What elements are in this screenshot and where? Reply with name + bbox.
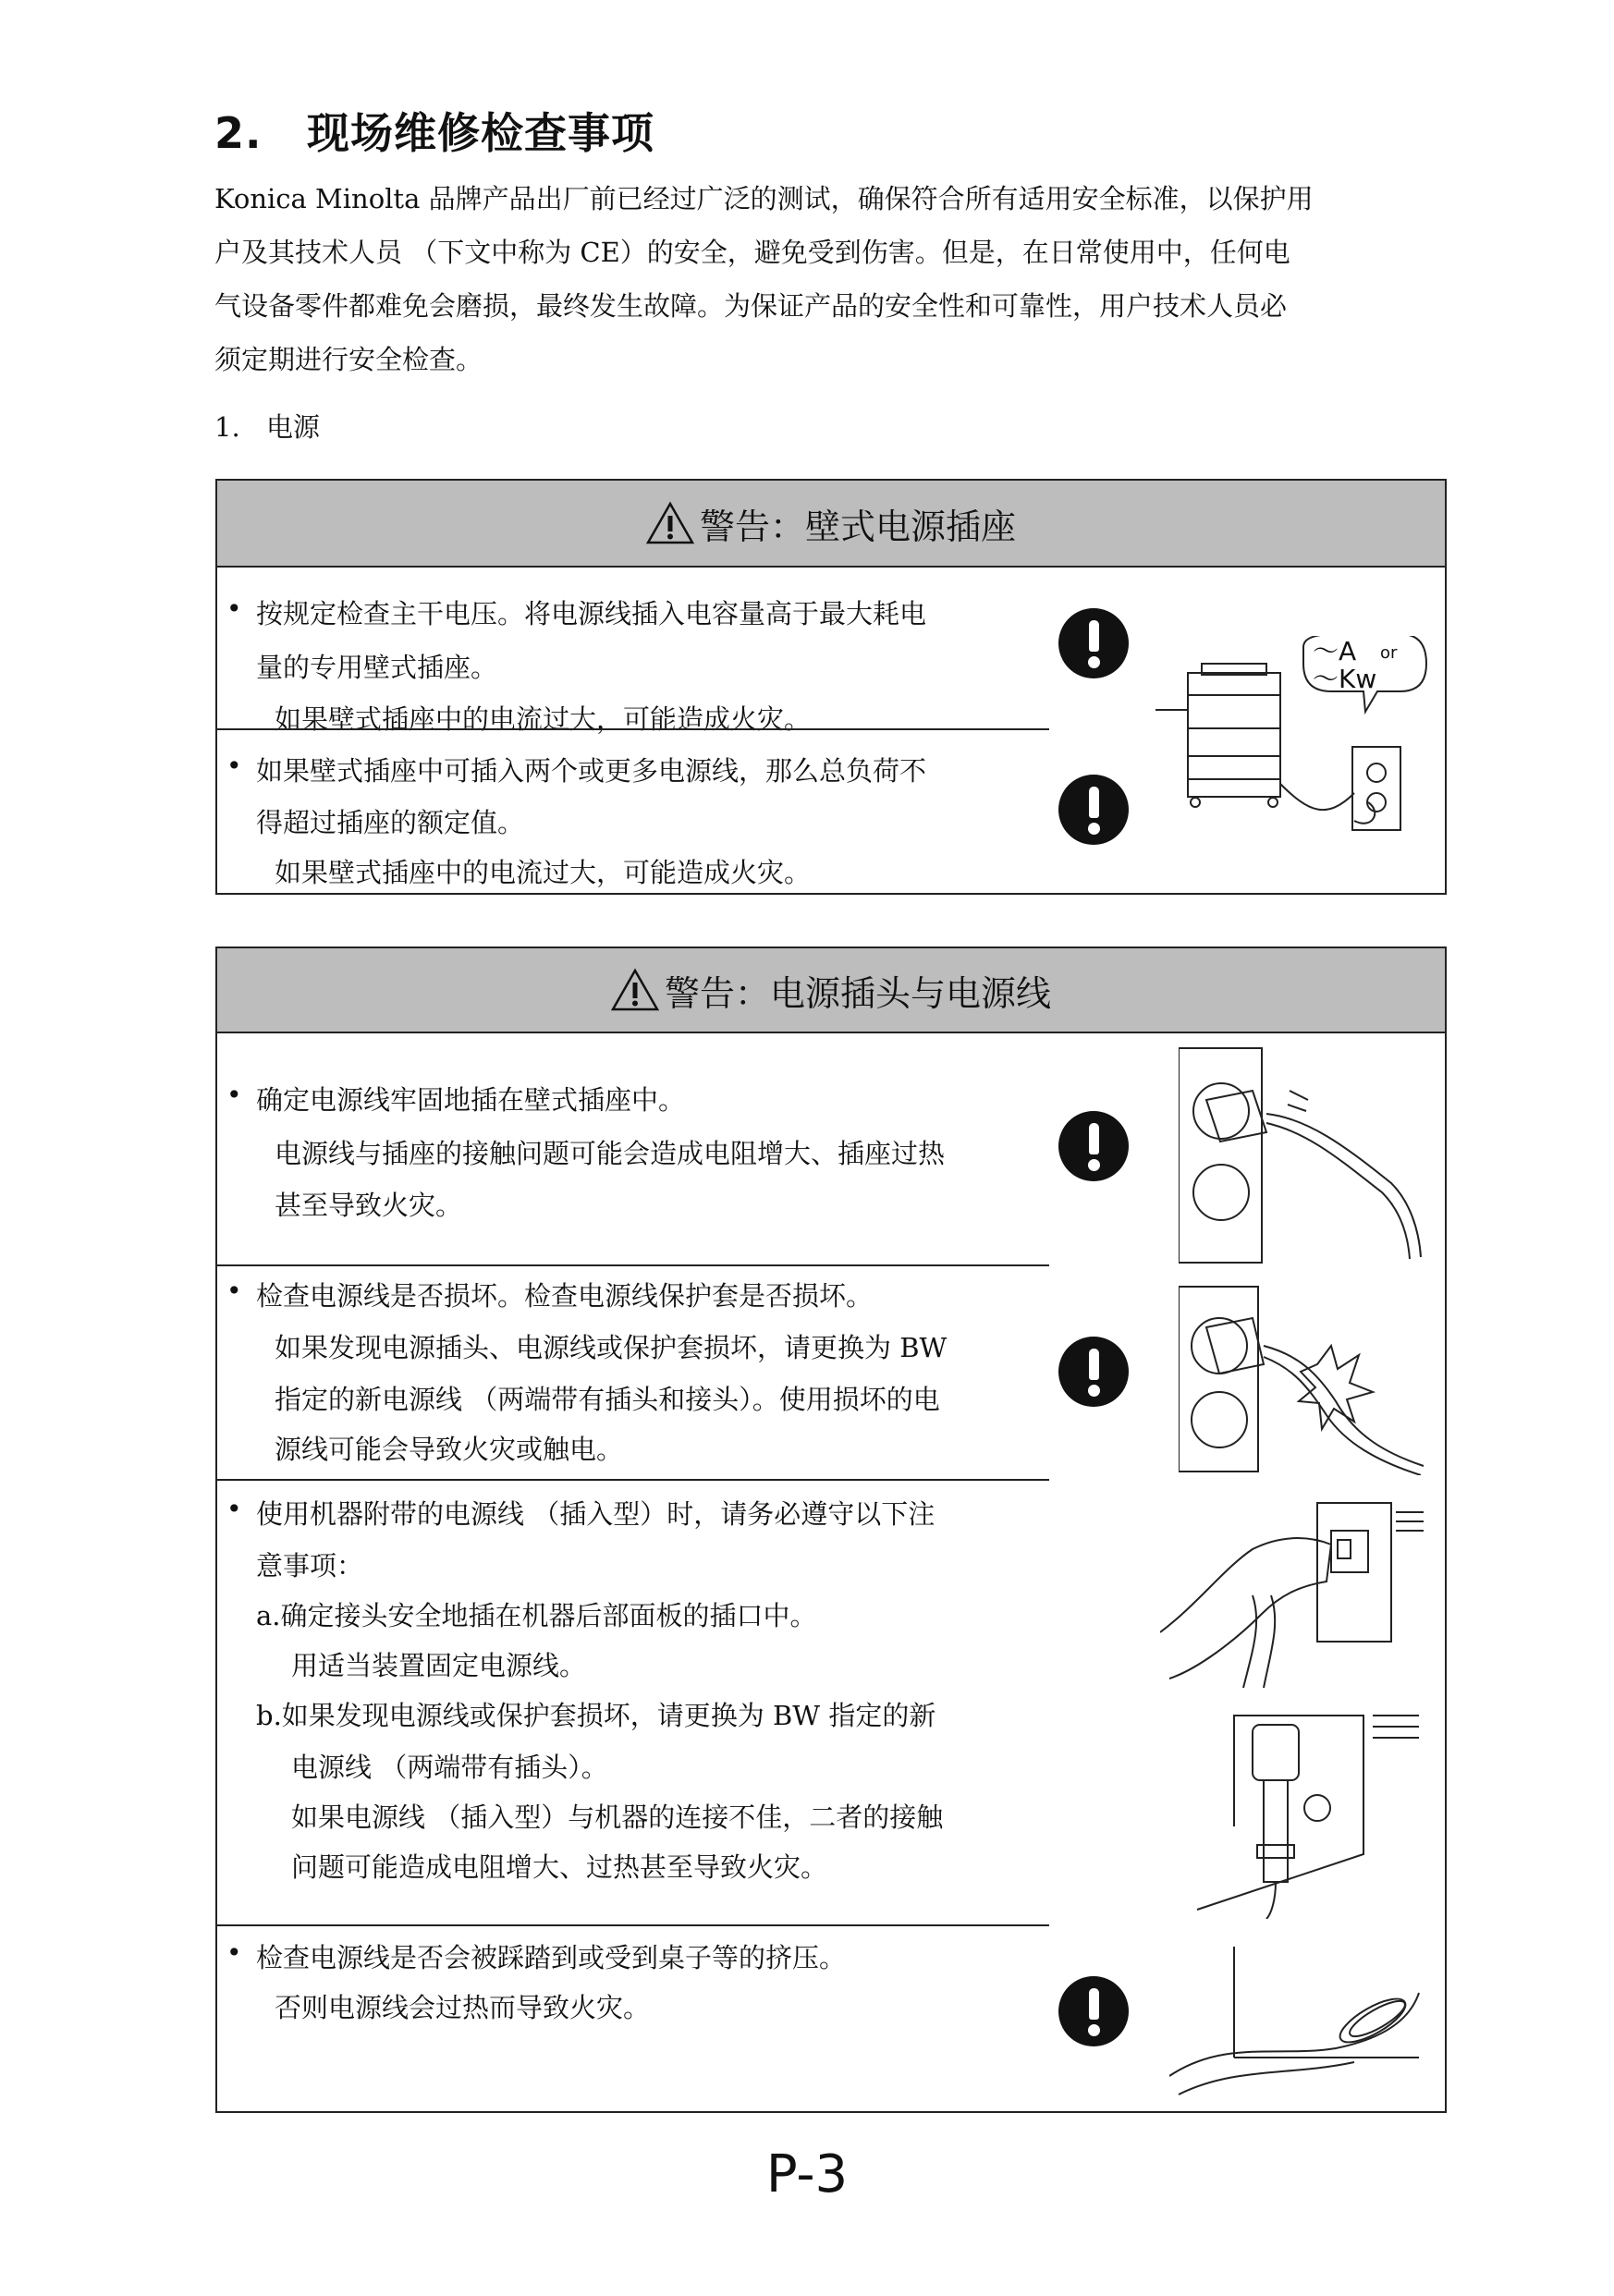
warning-item (217, 1266, 1047, 1488)
page-number: P-3 (765, 2144, 849, 2204)
item-line: 检查电源线是否损坏。检查电源线保护套是否损坏。 (256, 1280, 874, 1312)
item-line: 检查电源线是否会被踩踏到或受到桌子等的挤压。 (256, 1942, 847, 1973)
warning-panel-plug-cord (215, 946, 1447, 2113)
warning-item (217, 730, 1047, 891)
intro-line: 须定期进行安全检查。 (214, 344, 483, 375)
sub-heading-title: 电源 (266, 411, 321, 443)
intro-line: 气设备零件都难免会磨损，最终发生故障。为保证产品的安全性和可靠性，用户技术人员必 (214, 290, 1288, 322)
panel-header (217, 948, 1445, 1033)
bubble-text: ～A (1313, 636, 1357, 666)
damaged-cord-illustration-icon (1179, 1281, 1428, 1475)
item-line: 指定的新电源线 （两端带有插头和接头）。使用损坏的电 (275, 1384, 940, 1415)
item-line: b.如果发现电源线或保护套损坏，请更换为 BW 指定的新 (256, 1700, 936, 1731)
mandatory-action-icon (1058, 1111, 1129, 1181)
panel-header (217, 481, 1445, 568)
sub-heading (214, 407, 320, 445)
item-line: 电源线 （两端带有插头）。 (291, 1752, 608, 1783)
item-line: 如果发现电源插头、电源线或保护套损坏，请更换为 BW (275, 1332, 948, 1363)
item-line: 用适当装置固定电源线。 (291, 1650, 587, 1681)
cord-clamp-illustration-icon (1179, 1697, 1428, 1919)
item-line: 如果电源线 （插入型）与机器的连接不佳，二者的接触 (291, 1801, 944, 1833)
intro-paragraph (214, 172, 1444, 386)
mandatory-action-icon (1058, 1976, 1129, 2046)
bullet: • (226, 593, 242, 624)
item-line: 意事项： (256, 1550, 364, 1582)
intro-line: 户及其技术人员 （下文中称为 CE）的安全，避免受到伤害。但是，在日常使用中，任何电 (214, 237, 1290, 268)
section-number: 2. (214, 108, 263, 158)
item-line: 如果壁式插座中的电流过大，可能造成火灾。 (275, 857, 812, 888)
intro-line: Konica Minolta 品牌产品出厂前已经过广泛的测试，确保符合所有适用安全标准，以保护用 (214, 183, 1314, 214)
panel-title: 警告：电源插头与电源线 (664, 972, 1051, 1014)
item-line: 甚至导致火灾。 (275, 1190, 463, 1221)
item-line: 按规定检查主干电压。将电源线插入电容量高于最大耗电 (256, 598, 927, 629)
bubble-text: or (1380, 643, 1398, 663)
warning-triangle-icon (646, 501, 694, 545)
bullet: • (226, 751, 242, 781)
mandatory-action-icon (1058, 1337, 1129, 1407)
warning-item (217, 1926, 1047, 2111)
bubble-text: ～Kw (1313, 664, 1377, 694)
item-line: 使用机器附带的电源线 （插入型）时，请务必遵守以下注 (256, 1498, 935, 1530)
item-line: a.确定接头安全地插在机器后部面板的插口中。 (256, 1600, 817, 1631)
warning-item (217, 1033, 1047, 1264)
warning-triangle-icon (611, 968, 659, 1012)
sub-heading-number: 1. (214, 411, 240, 443)
item-line: 问题可能造成电阻增大、过热甚至导致火灾。 (291, 1851, 828, 1883)
item-line: 否则电源线会过热而导致火灾。 (275, 1992, 651, 2023)
item-line: 量的专用壁式插座。 (256, 652, 498, 683)
item-line: 如果壁式插座中的电流过大，可能造成火灾。 (275, 703, 812, 735)
cord-under-desk-illustration-icon (1169, 1947, 1428, 2104)
item-line: 确定电源线牢固地插在壁式插座中。 (256, 1084, 686, 1116)
item-line: 电源线与插座的接触问题可能会造成电阻增大、插座过热 (275, 1138, 946, 1169)
connector-plug-illustration-icon (1160, 1494, 1428, 1697)
item-line: 得超过插座的额定值。 (256, 807, 525, 838)
bullet: • (226, 1276, 242, 1306)
section-heading (214, 100, 654, 161)
mandatory-action-icon (1058, 775, 1129, 845)
mandatory-action-icon (1058, 608, 1129, 678)
bullet: • (226, 1080, 242, 1110)
item-line: 源线可能会导致火灾或触电。 (275, 1434, 624, 1465)
section-title: 现场维修检查事项 (307, 108, 654, 158)
bullet: • (226, 1494, 242, 1524)
panel-title: 警告：壁式电源插座 (699, 506, 1016, 547)
copier-outlet-illustration-icon (1151, 636, 1428, 858)
item-line: 如果壁式插座中可插入两个或更多电源线，那么总负荷不 (256, 755, 927, 787)
warning-item (217, 1481, 1047, 1924)
bullet: • (226, 1937, 242, 1968)
warning-item (217, 566, 1047, 745)
warning-panel-wall-outlet (215, 479, 1447, 895)
plug-in-outlet-illustration-icon (1179, 1044, 1428, 1266)
